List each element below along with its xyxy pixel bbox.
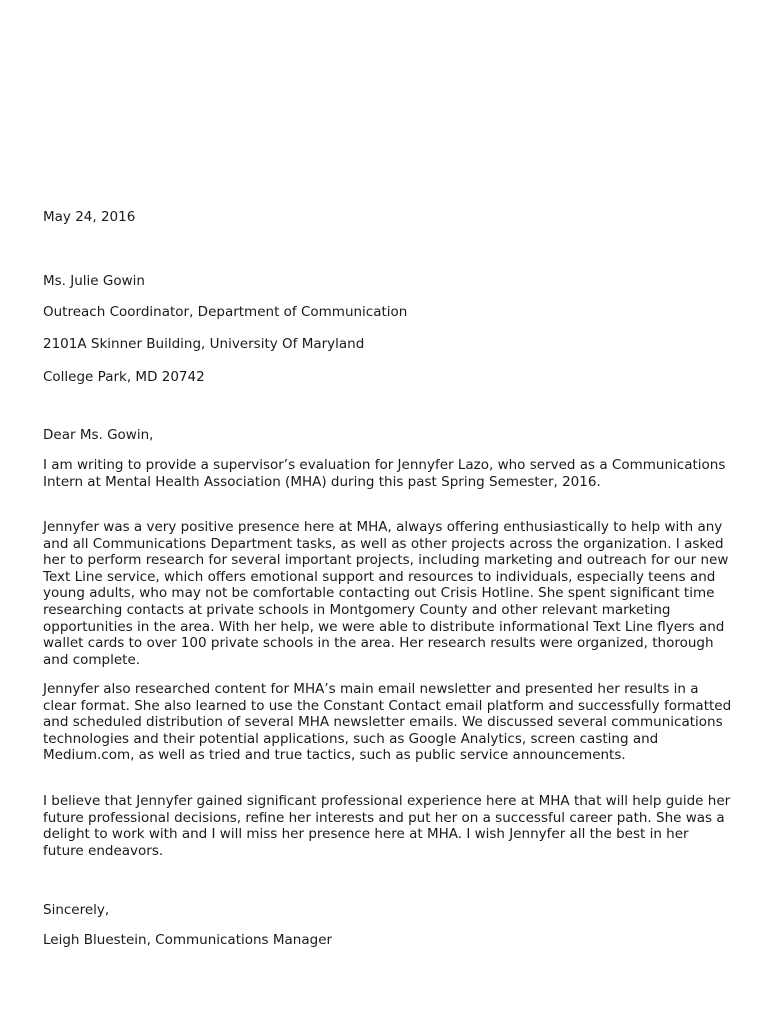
recipient-address-line1: 2101A Skinner Building, University Of Maryland — [43, 336, 365, 352]
body-paragraph-1: I am writing to provide a supervisor’s evaluation for Jennyfer Lazo, who served as a Communications Intern at Mental Health Association (MHA) during this past Spring Semester, 2016. — [43, 457, 726, 490]
body-paragraph-2: Jennyfer was a very positive presence here at MHA, always offering enthusiastically to help with any and all Communications Department tasks, as well as other projects across the organization. I asked her to perform research for several important projects, including marketing and outreach for our new Text Line service, which offers emotional support and resources to individuals, especially teens and young adults, who may not be comfortable contacting out Crisis Hotline. She spent significant time researching contacts at private schools in Montgomery County and other relevant marketing opportunities in the area. With her help, we were able to distribute informational Text Line flyers and wallet cards to over 100 private schools in the area. Her research results were organized, thorough and complete. — [43, 519, 729, 668]
body-paragraph-3: Jennyfer also researched content for MHA’s main email newsletter and presented her results in a clear format. She also learned to use the Constant Contact email platform and successfully formatted and scheduled distribution of several MHA newsletter emails. We discussed several communications technologies and their potential applications, such as Google Analytics, screen casting and Medium.com, as well as tried and true tactics, such as public service announcements. — [43, 681, 732, 764]
closing: Sincerely, — [43, 902, 110, 918]
recipient-title: Outreach Coordinator, Department of Communication — [43, 304, 408, 320]
letter-date: May 24, 2016 — [43, 209, 136, 225]
signature: Leigh Bluestein, Communications Manager — [43, 932, 333, 948]
salutation: Dear Ms. Gowin, — [43, 427, 154, 443]
body-paragraph-4: I believe that Jennyfer gained significant professional experience here at MHA that will help guide her future professional decisions, refine her interests and put her on a successful career path. She was a delight to work with and I will miss her presence here at MHA. I wish Jennyfer all the best in her future endeavors. — [43, 793, 731, 859]
recipient-name: Ms. Julie Gowin — [43, 273, 145, 289]
recipient-address-line2: College Park, MD 20742 — [43, 369, 205, 385]
